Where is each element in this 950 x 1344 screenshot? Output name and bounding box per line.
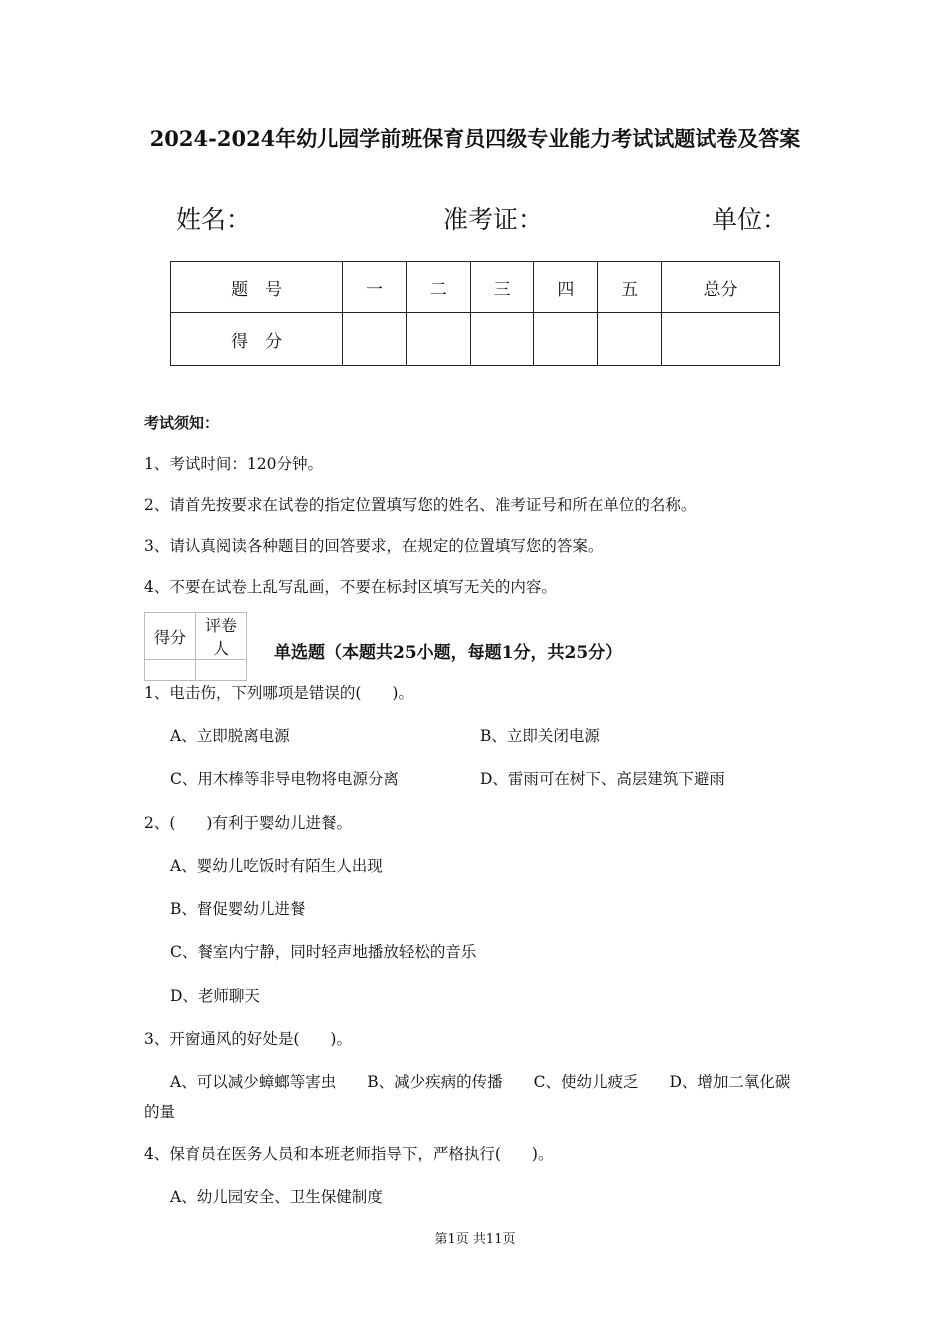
question-option: A、幼儿园安全、卫生保健制度 — [170, 1188, 383, 1206]
question-stem: 2、( )有利于婴幼儿进餐。 — [144, 814, 352, 832]
question-option: B、督促婴幼儿进餐 — [170, 900, 306, 918]
unit-label: 单位： — [712, 205, 788, 234]
question-option: D、雷雨可在树下、高层建筑下避雨 — [480, 770, 725, 788]
question-options-line: A、可以减少蟑螂等害虫 B、减少疾病的传播 C、使幼儿疲乏 D、增加二氧化碳 — [170, 1073, 791, 1091]
score-cell[interactable] — [534, 313, 598, 366]
score-header-cell: 四 — [534, 262, 598, 313]
score-header-cell: 一 — [343, 262, 407, 313]
grader-name-label: 评卷人 — [196, 613, 247, 660]
exam-id-label: 准考证： — [443, 205, 544, 234]
notice-item: 2、请首先按要求在试卷的指定位置填写您的姓名、准考证号和所在单位的名称。 — [144, 496, 697, 514]
question-option: C、用木棒等非导电物将电源分离 — [170, 770, 399, 788]
question-options-continuation: 的量 — [144, 1103, 176, 1121]
name-label: 姓名： — [176, 205, 252, 234]
question-stem: 4、保育员在医务人员和本班老师指导下，严格执行( )。 — [144, 1145, 554, 1163]
question-option: A、立即脱离电源 — [170, 727, 290, 745]
score-row-label: 得 分 — [171, 313, 343, 366]
question-option: A、婴幼儿吃饭时有陌生人出现 — [170, 857, 383, 875]
notice-item: 1、考试时间：120分钟。 — [144, 455, 323, 473]
notice-item: 3、请认真阅读各种题目的回答要求，在规定的位置填写您的答案。 — [144, 537, 604, 555]
score-header-cell: 三 — [470, 262, 534, 313]
score-cell[interactable] — [406, 313, 470, 366]
score-header-cell: 二 — [406, 262, 470, 313]
score-table-header-row — [171, 262, 780, 313]
question-stem: 3、开窗通风的好处是( )。 — [144, 1030, 352, 1048]
score-header-cell: 五 — [598, 262, 662, 313]
question-stem: 1、电击伤，下列哪项是错误的( )。 — [144, 684, 414, 702]
question-option: D、老师聊天 — [170, 987, 260, 1005]
score-table — [170, 261, 780, 366]
score-table-score-row — [171, 313, 780, 366]
score-header-cell: 题 号 — [171, 262, 343, 313]
notice-item: 4、不要在试卷上乱写乱画，不要在标封区填写无关的内容。 — [144, 578, 557, 596]
page-footer: 第1页 共11页 — [434, 1232, 516, 1247]
grader-box — [144, 612, 247, 681]
score-header-cell: 总分 — [662, 262, 780, 313]
notice-heading: 考试须知： — [144, 414, 220, 432]
score-cell[interactable] — [598, 313, 662, 366]
score-cell[interactable] — [470, 313, 534, 366]
score-cell[interactable] — [343, 313, 407, 366]
document-title: 2024-2024年幼儿园学前班保育员四级专业能力考试试题试卷及答案 — [149, 126, 801, 151]
question-option: C、餐室内宁静，同时轻声地播放轻松的音乐 — [170, 943, 477, 961]
grader-name-cell[interactable] — [196, 660, 247, 681]
score-cell[interactable] — [662, 313, 780, 366]
section-title: 单选题（本题共25小题，每题1分，共25分） — [274, 643, 623, 663]
grader-score-label: 得分 — [145, 613, 196, 660]
question-option: B、立即关闭电源 — [480, 727, 600, 745]
grader-score-cell[interactable] — [145, 660, 196, 681]
